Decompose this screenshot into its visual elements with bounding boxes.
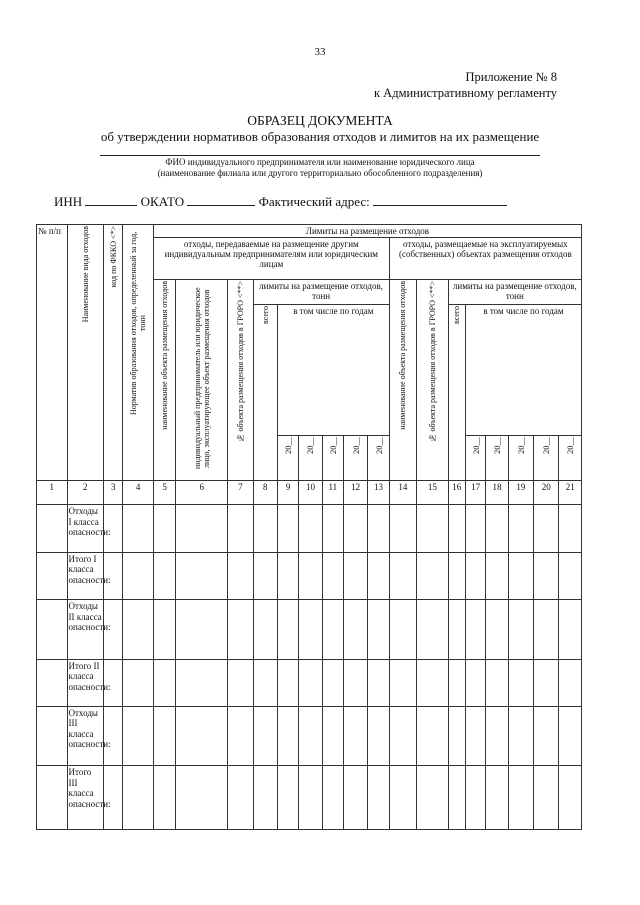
inn-label: ИНН xyxy=(54,194,83,209)
address-label: Фактический адрес: xyxy=(258,194,370,209)
column-number-cell: 12 xyxy=(343,481,367,505)
document-title: ОБРАЗЕЦ ДОКУМЕНТА xyxy=(247,113,393,128)
table-cell[interactable] xyxy=(153,552,175,599)
table-cell[interactable] xyxy=(534,600,559,659)
table-cell[interactable] xyxy=(343,600,367,659)
column-number-cell: 21 xyxy=(559,481,582,505)
column-number-cell: 17 xyxy=(465,481,485,505)
table-cell[interactable] xyxy=(534,505,559,552)
table-cell[interactable] xyxy=(253,706,277,765)
year-header: 20__ xyxy=(491,436,502,454)
okato-field[interactable] xyxy=(187,193,255,206)
table-cell[interactable] xyxy=(486,552,508,599)
table-cell[interactable] xyxy=(559,706,582,765)
table-row xyxy=(37,600,582,659)
year-header: 20__ xyxy=(350,436,361,454)
table-cell[interactable] xyxy=(176,706,228,765)
table-cell[interactable] xyxy=(343,552,367,599)
column-numbers-row xyxy=(37,481,582,505)
own-total-header: всего xyxy=(452,305,462,324)
row-label: Итого III класса опасности: xyxy=(67,766,104,830)
table-cell[interactable] xyxy=(417,552,449,599)
table-cell[interactable] xyxy=(299,600,322,659)
transferred-total-header: всего xyxy=(260,305,270,324)
table-cell[interactable] xyxy=(253,600,277,659)
row-label: Отходы I класса опасности: xyxy=(67,505,104,552)
table-cell[interactable] xyxy=(277,766,298,830)
table-cell[interactable] xyxy=(37,659,68,706)
table-cell[interactable] xyxy=(534,552,559,599)
table-cell[interactable] xyxy=(228,706,253,765)
branch-caption: (наименование филиала или другого территориально обособленного подразделения) xyxy=(157,168,483,178)
table-cell[interactable] xyxy=(322,706,343,765)
table-cell[interactable] xyxy=(153,659,175,706)
table-cell[interactable] xyxy=(123,552,154,599)
year-header: 20__ xyxy=(541,436,552,454)
column-number-cell: 7 xyxy=(228,481,253,505)
table-cell[interactable] xyxy=(508,505,533,552)
limits-group-header: Лимиты на размещение отходов xyxy=(153,225,581,238)
table-cell[interactable] xyxy=(559,505,582,552)
year-header: 20__ xyxy=(515,436,526,454)
table-cell[interactable] xyxy=(253,659,277,706)
transferred-by-years-header: в том числе по годам xyxy=(277,304,389,435)
table-cell[interactable] xyxy=(389,766,416,830)
year-header: 20__ xyxy=(305,436,316,454)
table-cell[interactable] xyxy=(123,600,154,659)
column-number-cell: 5 xyxy=(153,481,175,505)
inn-field[interactable] xyxy=(85,193,137,206)
col-fkko-header: код по ФККО <*> xyxy=(108,226,118,288)
table-cell[interactable] xyxy=(448,659,465,706)
table-cell[interactable] xyxy=(508,659,533,706)
fio-caption: ФИО индивидуального предпринимателя или наименование юридического лица xyxy=(165,157,475,167)
table-cell[interactable] xyxy=(37,706,68,765)
column-number-cell: 14 xyxy=(389,481,416,505)
column-number-cell: 1 xyxy=(37,481,68,505)
table-cell[interactable] xyxy=(534,706,559,765)
table-cell[interactable] xyxy=(389,600,416,659)
table-cell[interactable] xyxy=(465,600,485,659)
table-cell[interactable] xyxy=(299,766,322,830)
table-cell[interactable] xyxy=(448,706,465,765)
col-number-header: № п/п xyxy=(37,225,68,481)
table-cell[interactable] xyxy=(486,659,508,706)
table-cell[interactable] xyxy=(322,552,343,599)
table-cell[interactable] xyxy=(465,659,485,706)
identification-row xyxy=(54,193,507,210)
appendix-subtitle: к Административному регламенту xyxy=(373,86,557,100)
appendix-title: Приложение № 8 xyxy=(465,70,557,84)
table-cell[interactable] xyxy=(322,600,343,659)
own-col-site-name-header: наименование объекта размещения отходов xyxy=(398,281,408,431)
table-row xyxy=(37,659,582,706)
page-number: 33 xyxy=(314,46,326,58)
table-cell[interactable] xyxy=(559,552,582,599)
table-cell[interactable] xyxy=(389,505,416,552)
column-number-cell: 19 xyxy=(508,481,533,505)
own-sites-group-header: отходы, размещаемые на эксплуатируемых (собственных) объектах размещения отходов xyxy=(389,238,581,280)
table-cell[interactable] xyxy=(465,766,485,830)
year-header: 20__ xyxy=(327,436,338,454)
table-cell[interactable] xyxy=(322,766,343,830)
table-row xyxy=(37,505,582,552)
table-cell[interactable] xyxy=(486,505,508,552)
table-cell[interactable] xyxy=(37,505,68,552)
table-cell[interactable] xyxy=(486,600,508,659)
column-number-cell: 4 xyxy=(123,481,154,505)
table-cell[interactable] xyxy=(153,600,175,659)
table-cell[interactable] xyxy=(389,706,416,765)
address-field[interactable] xyxy=(373,193,507,206)
table-cell[interactable] xyxy=(153,706,175,765)
waste-limits-table xyxy=(36,224,582,830)
table-cell[interactable] xyxy=(153,766,175,830)
table-cell[interactable] xyxy=(253,766,277,830)
year-header: 20__ xyxy=(373,436,384,454)
table-row xyxy=(37,706,582,765)
table-cell[interactable] xyxy=(123,505,154,552)
column-number-cell: 13 xyxy=(368,481,389,505)
table-cell[interactable] xyxy=(343,706,367,765)
table-cell[interactable] xyxy=(104,766,123,830)
column-number-cell: 9 xyxy=(277,481,298,505)
table-cell[interactable] xyxy=(176,600,228,659)
table-cell[interactable] xyxy=(104,706,123,765)
transferred-group-header: отходы, передаваемые на размещение другим индивидуальным предпринимателям или юридическим лицам xyxy=(153,238,389,280)
table-cell[interactable] xyxy=(299,706,322,765)
column-number-cell: 20 xyxy=(534,481,559,505)
own-by-years-header: в том числе по годам xyxy=(465,304,581,435)
table-cell[interactable] xyxy=(176,505,228,552)
table-cell[interactable] xyxy=(389,659,416,706)
table-cell[interactable] xyxy=(176,659,228,706)
table-cell[interactable] xyxy=(123,659,154,706)
col-waste-name-header: Наименование вида отходов xyxy=(80,226,90,323)
table-cell[interactable] xyxy=(368,659,389,706)
table-cell[interactable] xyxy=(534,766,559,830)
table-cell[interactable] xyxy=(277,659,298,706)
table-cell[interactable] xyxy=(37,552,68,599)
table-cell[interactable] xyxy=(559,766,582,830)
table-cell[interactable] xyxy=(228,505,253,552)
table-cell[interactable] xyxy=(277,505,298,552)
row-label: Итого II класса опасности: xyxy=(67,659,104,706)
table-cell[interactable] xyxy=(465,706,485,765)
col-norm-header: Норматив образования отходов, определенный за год, тонн xyxy=(129,231,148,416)
table-cell[interactable] xyxy=(176,552,228,599)
own-limits-header: лимиты на размещение отходов, тонн xyxy=(448,280,581,304)
table-cell[interactable] xyxy=(228,600,253,659)
transferred-limits-header: лимиты на размещение отходов, тонн xyxy=(253,280,389,304)
table-cell[interactable] xyxy=(417,706,449,765)
column-number-cell: 6 xyxy=(176,481,228,505)
table-cell[interactable] xyxy=(559,659,582,706)
table-cell[interactable] xyxy=(465,552,485,599)
table-cell[interactable] xyxy=(299,659,322,706)
table-cell[interactable] xyxy=(253,505,277,552)
col-groro-header: № объекта размещения отходов в ГРОРО <**> xyxy=(235,281,245,443)
table-cell[interactable] xyxy=(417,600,449,659)
table-cell[interactable] xyxy=(448,552,465,599)
table-cell[interactable] xyxy=(368,706,389,765)
table-cell[interactable] xyxy=(368,766,389,830)
table-cell[interactable] xyxy=(559,600,582,659)
table-cell[interactable] xyxy=(508,552,533,599)
table-cell[interactable] xyxy=(153,505,175,552)
table-cell[interactable] xyxy=(508,766,533,830)
table-cell[interactable] xyxy=(368,552,389,599)
table-cell[interactable] xyxy=(253,552,277,599)
table-cell[interactable] xyxy=(448,766,465,830)
table-cell[interactable] xyxy=(534,659,559,706)
table-cell[interactable] xyxy=(299,552,322,599)
table-cell[interactable] xyxy=(176,766,228,830)
table-cell[interactable] xyxy=(417,766,449,830)
table-cell[interactable] xyxy=(486,766,508,830)
okato-label: ОКАТО xyxy=(140,194,185,209)
table-cell[interactable] xyxy=(448,505,465,552)
table-row xyxy=(37,766,582,830)
table-cell[interactable] xyxy=(123,706,154,765)
column-number-cell: 15 xyxy=(417,481,449,505)
row-label: Отходы II класса опасности: xyxy=(67,600,104,659)
table-cell[interactable] xyxy=(228,552,253,599)
table-cell[interactable] xyxy=(417,659,449,706)
table-cell[interactable] xyxy=(277,706,298,765)
column-number-cell: 2 xyxy=(67,481,104,505)
table-cell[interactable] xyxy=(277,552,298,599)
column-number-cell: 16 xyxy=(448,481,465,505)
table-cell[interactable] xyxy=(465,505,485,552)
year-header: 20__ xyxy=(283,436,294,454)
document-subtitle: об утверждении нормативов образования отходов и лимитов на их размещение xyxy=(100,129,540,144)
table-cell[interactable] xyxy=(368,505,389,552)
year-header: 20__ xyxy=(470,436,481,454)
table-cell[interactable] xyxy=(299,505,322,552)
table-cell[interactable] xyxy=(417,505,449,552)
table-cell[interactable] xyxy=(508,706,533,765)
table-cell[interactable] xyxy=(37,766,68,830)
table-cell[interactable] xyxy=(322,659,343,706)
fio-signature-line xyxy=(100,155,540,156)
column-number-cell: 8 xyxy=(253,481,277,505)
column-number-cell: 10 xyxy=(299,481,322,505)
table-cell[interactable] xyxy=(228,766,253,830)
col-operator-header: индивидуальный предприниматель или юридическое лицо, эксплуатирующее объект размещения отходов xyxy=(192,288,211,470)
own-col-groro-header: № объекта размещения отходов в ГРОРО <**> xyxy=(427,281,437,443)
table-cell[interactable] xyxy=(37,600,68,659)
table-cell[interactable] xyxy=(322,505,343,552)
table-cell[interactable] xyxy=(123,766,154,830)
column-number-cell: 3 xyxy=(104,481,123,505)
table-cell[interactable] xyxy=(343,659,367,706)
year-header: 20__ xyxy=(565,436,576,454)
table-cell[interactable] xyxy=(486,706,508,765)
table-cell[interactable] xyxy=(343,766,367,830)
col-site-name-header: наименование объекта размещения отходов xyxy=(160,281,170,431)
row-label: Отходы III класса опасности: xyxy=(67,706,104,765)
column-number-cell: 18 xyxy=(486,481,508,505)
table-cell[interactable] xyxy=(368,600,389,659)
table-cell[interactable] xyxy=(448,600,465,659)
table-cell[interactable] xyxy=(389,552,416,599)
table-row xyxy=(37,552,582,599)
table-cell[interactable] xyxy=(508,600,533,659)
table-cell[interactable] xyxy=(228,659,253,706)
table-cell[interactable] xyxy=(343,505,367,552)
column-number-cell: 11 xyxy=(322,481,343,505)
row-label: Итого I класса опасности: xyxy=(67,552,104,599)
table-cell[interactable] xyxy=(277,600,298,659)
